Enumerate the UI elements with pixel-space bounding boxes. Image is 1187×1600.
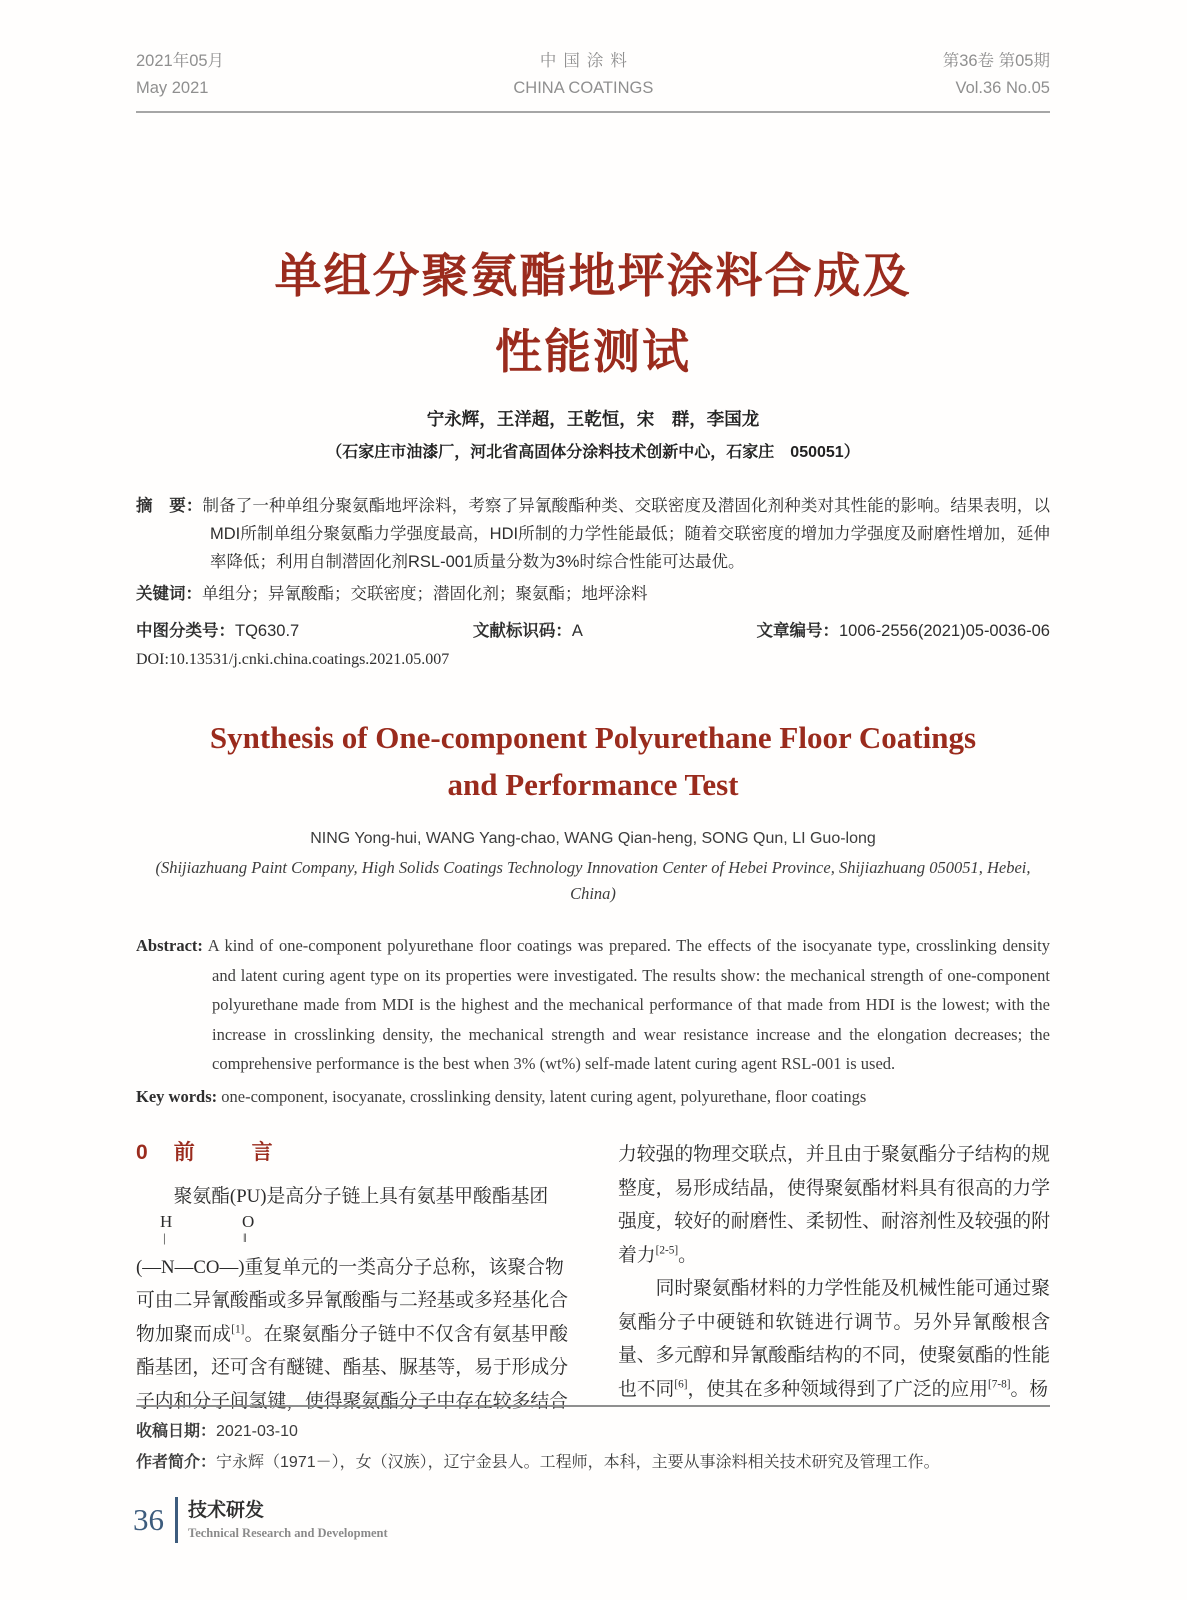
formula-main-line: (—N—CO—)重复单元的一类高分子总称，该聚合物 — [136, 1256, 564, 1278]
classification-row — [136, 618, 1050, 644]
paragraph-2: 同时聚氨酯材料的力学性能及机械性能可通过聚氨酯分子中硬链和软链进行调节。另外异氰酸根含量、多元醇和异氰酸酯结构的不同，使聚氨酯的性能也不同[6]，使其在多种领域得到了广泛的应用[7-8]。杨 — [618, 1278, 1050, 1400]
header-issue-en: Vol.36 No.05 — [955, 79, 1050, 97]
footer-column-cn: 技术研发 — [188, 1499, 265, 1521]
affiliation-en: (Shijiazhuang Paint Company, High Solids Coatings Technology Innovation Center of Hebei Province, Shijiazhuang 050051, Hebei, China) — [155, 858, 1031, 903]
article-title-cn-line2: 性能测试 — [495, 325, 691, 378]
affiliation-cn: （石家庄市油漆厂，河北省高固体分涂料技术创新中心，石家庄 050051） — [326, 444, 860, 461]
footer-column-labels — [188, 1500, 388, 1541]
doi: DOI:10.13531/j.cnki.china.coatings.2021.05.007 — [136, 651, 450, 668]
keywords-cn-text: 单组分；异氰酸酯；交联密度；潜固化剂；聚氨酯；地坪涂料 — [202, 585, 648, 603]
footer-divider-bar — [175, 1497, 178, 1543]
article-id-value: 1006-2556(2021)05-0036-06 — [838, 622, 1050, 640]
abstract-en — [136, 931, 1050, 1079]
abstract-cn-label: 摘 要： — [136, 497, 203, 515]
paragraph-intro-rest: 可由二异氰酸酯或多异氰酸酯与二羟基或多羟基化合物加聚而成[1]。在聚氨酯分子链中不仅含有氨基甲酸酯基团，还可含有醚键、酯基、脲基等，易于形成分子内和分子间氢键，使得聚氨酯分子中存在较多结合 — [136, 1290, 569, 1412]
document-code-label: 文献标识码： — [472, 622, 572, 640]
abstract-en-text: A kind of one-component polyurethane floor coatings was prepared. The effects of the isocyanate type, crosslinking density and latent curing agent type on its properties were investigated. The results show: the mechanical strength of one-component polyurethane made from MDI is the highest and the mechanical performance of that made from HDI is the lowest; with the increase in crosslinking density, the mechanical strength and wear resistance increase and the elongation decreases; the comprehensive performance is the best when 3% (wt%) self-made latent curing agent RSL-001 is used. — [207, 936, 1050, 1073]
clc-number — [136, 618, 299, 644]
formula-atom-o: O — [242, 1211, 255, 1231]
section-title: 前 言 — [173, 1141, 291, 1164]
document-code — [473, 618, 583, 644]
section-number: 0 — [136, 1141, 148, 1164]
page-number: 36 — [133, 1502, 164, 1537]
received-date-value: 2021-03-10 — [216, 1423, 298, 1440]
english-front-matter — [136, 700, 1050, 1111]
section-heading-0 — [136, 1138, 568, 1168]
header-issue-cn: 第36卷 第05期 — [942, 52, 1050, 70]
footer-column-en: Technical Research and Development — [188, 1525, 388, 1540]
article-title-en-line2: and Performance Test — [447, 767, 739, 802]
article-title-en — [136, 714, 1050, 808]
article-title-cn — [136, 238, 1050, 390]
received-date-label: 收稿日期： — [136, 1423, 217, 1440]
received-date — [136, 1420, 1050, 1444]
header-date-en: May 2021 — [136, 79, 209, 97]
abstract-cn — [136, 492, 1050, 576]
authors-en: NING Yong-hui, WANG Yang-chao, WANG Qian-heng, SONG Qun, LI Guo-long — [310, 830, 876, 847]
header-issue — [943, 48, 1050, 102]
paragraph-intro-line1: 聚氨酯(PU)是高分子链上具有氨基甲酸酯基团 — [173, 1186, 549, 1207]
journal-name-en: CHINA COATINGS — [513, 79, 654, 97]
author-bio-label: 作者简介： — [136, 1454, 217, 1471]
article-id-label: 文章编号： — [756, 622, 839, 640]
abstract-cn-text: 制备了一种单组分聚氨酯地坪涂料，考察了异氰酸酯种类、交联密度及潜固化剂种类对其性能的影响。结果表明，以MDI所制单组分聚氨酯力学强度最高，HDI所制的力学性能最低；随着交联密度的增加力学强度及耐磨性增加，延伸率降低；利用自制潜固化剂RSL-001质量分数为3%时综合性能可达最优。 — [202, 497, 1051, 571]
authors-cn: 宁永辉，王洋超，王乾恒，宋 群，李国龙 — [426, 409, 760, 429]
header-date-cn: 2021年05月 — [136, 52, 225, 70]
paragraph-continued: 力较强的物理交联点，并且由于聚氨酯分子结构的规整度，易形成结晶，使得聚氨酯材料具有很高的力学强度，较好的耐磨性、柔韧性、耐溶剂性及较强的附着力[2-5]。 — [618, 1144, 1050, 1266]
keywords-cn-label: 关键词： — [136, 585, 202, 603]
first-page-footnote — [136, 1405, 1050, 1475]
article-body — [136, 1138, 1050, 1418]
keywords-cn — [136, 580, 1050, 608]
clc-label: 中图分类号： — [136, 622, 235, 640]
keywords-en — [136, 1082, 1050, 1112]
keywords-en-label: Key words: — [136, 1086, 218, 1106]
article-title-cn-line1: 单组分聚氨酯地坪涂料合成及 — [274, 249, 912, 302]
body-column-right — [618, 1138, 1050, 1418]
formula-double-bond: ‖ — [243, 1229, 247, 1245]
header-date — [136, 48, 224, 102]
header-journal — [513, 48, 653, 102]
clc-value: TQ630.7 — [235, 622, 300, 640]
article-id — [756, 618, 1050, 644]
document-code-value: A — [571, 622, 583, 640]
journal-header — [136, 48, 1050, 113]
journal-name-cn: 中国涂料 — [539, 52, 634, 70]
article-title-en-line1: Synthesis of One-component Polyurethane Floor Coatings — [209, 720, 977, 755]
author-bio-text: 宁永辉（1971－），女（汉族），辽宁金县人。工程师，本科，主要从事涂料相关技术研究及管理工作。 — [216, 1454, 940, 1471]
body-column-left — [136, 1138, 568, 1418]
formula-single-bond: | — [163, 1229, 166, 1245]
formula-atom-h: H — [160, 1211, 173, 1231]
keywords-en-text: one-component, isocyanate, crosslinking density, latent curing agent, polyurethane, floor coatings — [221, 1086, 867, 1106]
urethane-structure-formula — [136, 1211, 568, 1285]
author-bio — [136, 1451, 1050, 1475]
abstract-en-label: Abstract: — [136, 936, 203, 955]
page-footer — [133, 1497, 388, 1543]
chinese-front-matter — [136, 238, 1050, 669]
